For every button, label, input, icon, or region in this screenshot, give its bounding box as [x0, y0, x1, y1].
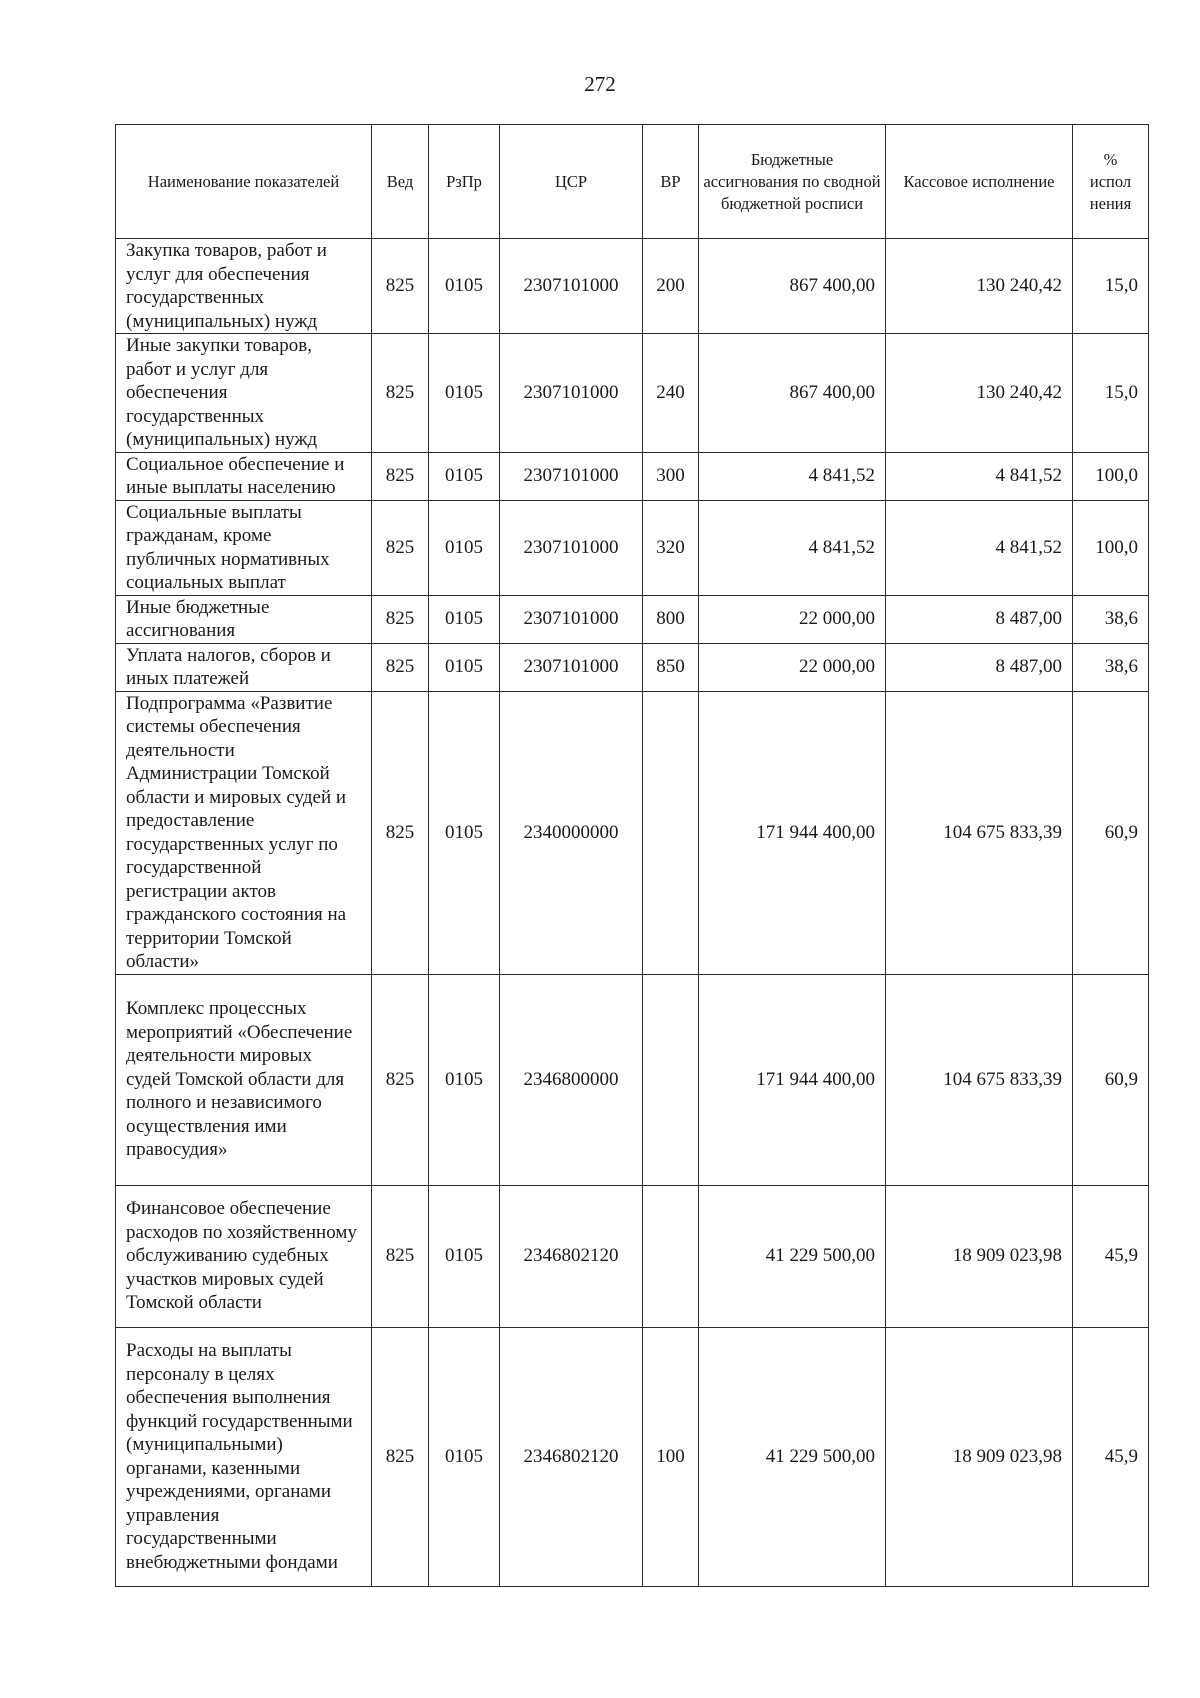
cell-vr: 800: [643, 595, 699, 643]
cell-rzpr: 0105: [429, 1327, 500, 1586]
cell-name: Иные бюджетные ассигнования: [116, 595, 372, 643]
cell-csr: 2346802120: [500, 1185, 643, 1327]
cell-csr: 2307101000: [500, 239, 643, 334]
cell-vr: 300: [643, 452, 699, 500]
cell-rzpr: 0105: [429, 500, 500, 595]
header-assignments: Бюджетные ассигнования по сводной бюджетной росписи: [699, 125, 886, 239]
cell-execution: 4 841,52: [886, 500, 1073, 595]
header-csr: ЦСР: [500, 125, 643, 239]
cell-execution: 130 240,42: [886, 334, 1073, 453]
cell-ved: 825: [372, 334, 429, 453]
cell-assignments: 867 400,00: [699, 334, 886, 453]
cell-ved: 825: [372, 643, 429, 691]
cell-percent: 45,9: [1073, 1327, 1149, 1586]
cell-vr: 320: [643, 500, 699, 595]
cell-execution: 8 487,00: [886, 595, 1073, 643]
cell-assignments: 4 841,52: [699, 500, 886, 595]
cell-percent: 15,0: [1073, 334, 1149, 453]
cell-percent: 38,6: [1073, 595, 1149, 643]
cell-percent: 60,9: [1073, 691, 1149, 974]
cell-csr: 2307101000: [500, 643, 643, 691]
cell-name: Иные закупки товаров, работ и услуг для обеспечения государственных (муниципальных) нужд: [116, 334, 372, 453]
cell-ved: 825: [372, 691, 429, 974]
page-number: 272: [584, 72, 616, 96]
cell-csr: 2307101000: [500, 334, 643, 453]
table-row: [116, 452, 1149, 500]
header-vr: ВР: [643, 125, 699, 239]
header-percent: % испол нения: [1073, 125, 1149, 239]
cell-execution: 18 909 023,98: [886, 1185, 1073, 1327]
cell-execution: 8 487,00: [886, 643, 1073, 691]
cell-rzpr: 0105: [429, 643, 500, 691]
header-rzpr: РзПр: [429, 125, 500, 239]
cell-assignments: 867 400,00: [699, 239, 886, 334]
cell-assignments: 41 229 500,00: [699, 1327, 886, 1586]
table-row: [116, 334, 1149, 453]
cell-ved: 825: [372, 500, 429, 595]
table-row: [116, 974, 1149, 1185]
cell-vr: [643, 1185, 699, 1327]
cell-ved: 825: [372, 1327, 429, 1586]
table-row: [116, 1327, 1149, 1586]
cell-assignments: 22 000,00: [699, 643, 886, 691]
cell-csr: 2307101000: [500, 500, 643, 595]
cell-rzpr: 0105: [429, 239, 500, 334]
cell-vr: [643, 691, 699, 974]
cell-csr: 2346800000: [500, 974, 643, 1185]
cell-assignments: 41 229 500,00: [699, 1185, 886, 1327]
cell-csr: 2307101000: [500, 595, 643, 643]
table-row: [116, 1185, 1149, 1327]
cell-execution: 104 675 833,39: [886, 974, 1073, 1185]
cell-rzpr: 0105: [429, 334, 500, 453]
cell-assignments: 22 000,00: [699, 595, 886, 643]
cell-name: Расходы на выплаты персоналу в целях обеспечения выполнения функций государственными (муниципальными) органами, казенными учреждениями, органами управления государственными внебюджетными фондами: [116, 1327, 372, 1586]
cell-assignments: 171 944 400,00: [699, 974, 886, 1185]
cell-ved: 825: [372, 1185, 429, 1327]
cell-vr: [643, 974, 699, 1185]
cell-assignments: 171 944 400,00: [699, 691, 886, 974]
cell-vr: 200: [643, 239, 699, 334]
cell-name: Подпрограмма «Развитие системы обеспечения деятельности Администрации Томской области и мировых судей и предоставление государственных услуг по государственной регистрации актов гражданского состояния на территории Томской области»: [116, 691, 372, 974]
cell-percent: 100,0: [1073, 500, 1149, 595]
cell-execution: 130 240,42: [886, 239, 1073, 334]
table-row: [116, 239, 1149, 334]
budget-table: [115, 124, 1149, 1587]
cell-name: Уплата налогов, сборов и иных платежей: [116, 643, 372, 691]
cell-execution: 4 841,52: [886, 452, 1073, 500]
cell-percent: 38,6: [1073, 643, 1149, 691]
table-row: [116, 691, 1149, 974]
cell-vr: 100: [643, 1327, 699, 1586]
table-row: [116, 643, 1149, 691]
cell-percent: 15,0: [1073, 239, 1149, 334]
cell-csr: 2307101000: [500, 452, 643, 500]
cell-rzpr: 0105: [429, 691, 500, 974]
cell-ved: 825: [372, 452, 429, 500]
cell-vr: 850: [643, 643, 699, 691]
cell-vr: 240: [643, 334, 699, 453]
cell-name: Социальные выплаты гражданам, кроме публичных нормативных социальных выплат: [116, 500, 372, 595]
cell-ved: 825: [372, 974, 429, 1185]
cell-ved: 825: [372, 239, 429, 334]
table-header-row: [116, 125, 1149, 239]
cell-execution: 18 909 023,98: [886, 1327, 1073, 1586]
cell-name: Комплекс процессных мероприятий «Обеспечение деятельности мировых судей Томской области для полного и независимого осуществления ими правосудия»: [116, 974, 372, 1185]
cell-rzpr: 0105: [429, 595, 500, 643]
cell-rzpr: 0105: [429, 974, 500, 1185]
cell-percent: 60,9: [1073, 974, 1149, 1185]
cell-name: Финансовое обеспечение расходов по хозяйственному обслуживанию судебных участков мировых судей Томской области: [116, 1185, 372, 1327]
cell-percent: 45,9: [1073, 1185, 1149, 1327]
cell-name: Социальное обеспечение и иные выплаты населению: [116, 452, 372, 500]
cell-assignments: 4 841,52: [699, 452, 886, 500]
cell-csr: 2340000000: [500, 691, 643, 974]
header-ved: Вед: [372, 125, 429, 239]
cell-ved: 825: [372, 595, 429, 643]
header-execution: Кассовое исполнение: [886, 125, 1073, 239]
cell-execution: 104 675 833,39: [886, 691, 1073, 974]
table-row: [116, 595, 1149, 643]
cell-name: Закупка товаров, работ и услуг для обеспечения государственных (муниципальных) нужд: [116, 239, 372, 334]
cell-rzpr: 0105: [429, 1185, 500, 1327]
header-name: Наименование показателей: [116, 125, 372, 239]
table-row: [116, 500, 1149, 595]
cell-csr: 2346802120: [500, 1327, 643, 1586]
cell-rzpr: 0105: [429, 452, 500, 500]
cell-percent: 100,0: [1073, 452, 1149, 500]
